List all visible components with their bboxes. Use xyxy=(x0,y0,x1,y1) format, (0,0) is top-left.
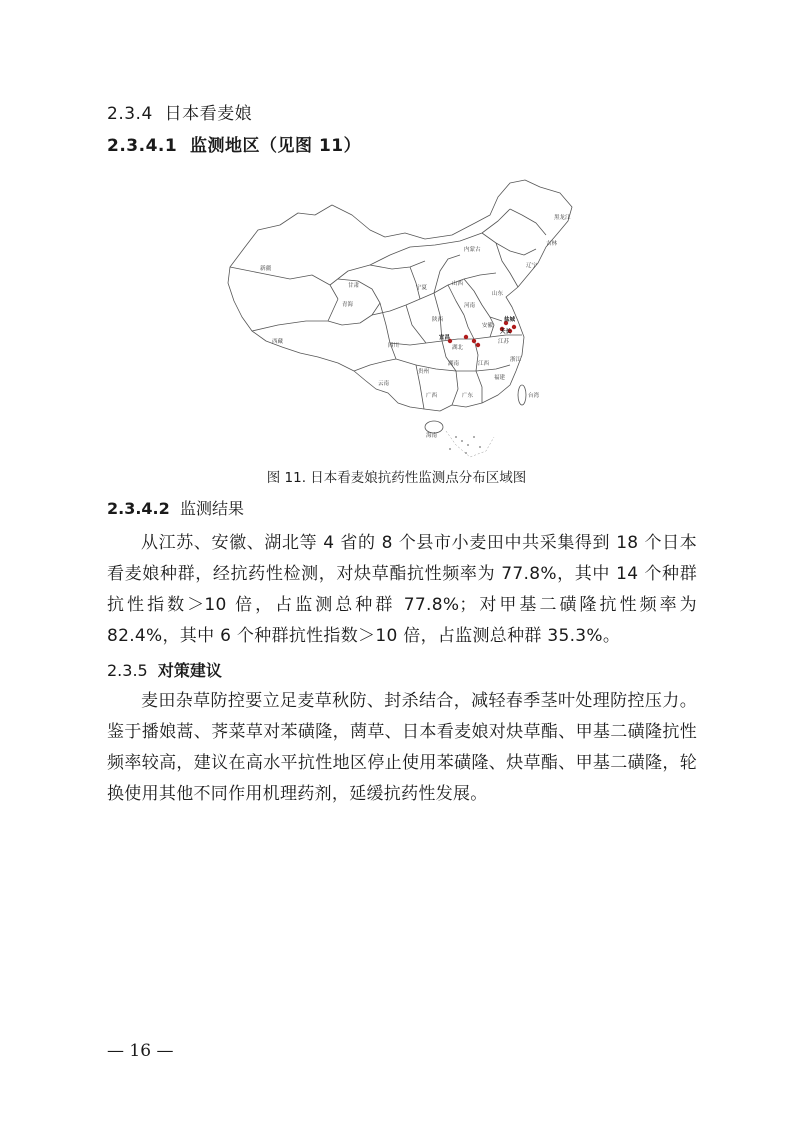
subsection-heading-1 xyxy=(107,135,361,157)
label-heilongjiang: 黑龙江 xyxy=(554,215,571,221)
page-number: — 16 — xyxy=(107,1041,174,1061)
section-2-title: 对策建议 xyxy=(157,661,222,680)
recommendations-paragraph: 麦田杂草防控要立足麦草秋防、封杀结合，减轻春季茎叶处理防控压力。鉴于播娘蒿、荠菜草对苯磺隆，菵草、日本看麦娘对炔草酯、甲基二磺隆抗性频率较高，建议在高水平抗性地区停止使用苯磺隆、炔草酯、甲基二磺隆，轮换使用其他不同作用机理药剂，延缓抗药性发展。 xyxy=(107,691,697,804)
site-marker xyxy=(472,339,476,343)
label-shandong: 山东 xyxy=(492,291,504,297)
subsection-heading-2 xyxy=(107,498,244,520)
site-marker xyxy=(464,335,468,339)
subsection-1-number: 2.3.4.1 xyxy=(107,136,178,156)
label-xinjiang: 新疆 xyxy=(260,266,272,272)
label-fujian: 福建 xyxy=(494,375,506,381)
label-guangdong: 广东 xyxy=(462,393,474,399)
site-label-yichang: 宜昌 xyxy=(439,335,451,341)
label-hainan: 海南 xyxy=(426,433,438,439)
site-marker xyxy=(476,343,480,347)
subsection-2-title: 监测结果 xyxy=(179,499,244,518)
label-shanxi: 山西 xyxy=(452,281,464,287)
label-ningxia: 宁夏 xyxy=(416,285,428,291)
label-guangxi: 广西 xyxy=(426,393,438,399)
label-liaoning: 辽宁 xyxy=(526,263,538,269)
label-taiwan: 台湾 xyxy=(528,393,540,399)
country-outline xyxy=(228,180,572,411)
label-jiangsu: 江苏 xyxy=(498,339,510,345)
label-hunan: 湖南 xyxy=(448,361,460,367)
site-label-yancheng: 盐城 xyxy=(504,317,516,323)
label-qinghai: 青海 xyxy=(342,302,354,308)
label-yunnan: 云南 xyxy=(378,381,390,387)
hainan-outline xyxy=(425,421,443,433)
label-jilin: 吉林 xyxy=(546,241,558,247)
china-map xyxy=(220,175,580,460)
label-xizang: 西藏 xyxy=(272,339,284,345)
taiwan-outline xyxy=(518,385,526,405)
label-sichuan: 四川 xyxy=(388,343,400,349)
section-2-number: 2.3.5 xyxy=(107,661,148,680)
site-marker xyxy=(512,325,516,329)
label-guizhou: 贵州 xyxy=(418,369,430,375)
label-zhejiang: 浙江 xyxy=(510,357,522,363)
label-shaanxi: 陕西 xyxy=(432,317,444,323)
subsection-2-number: 2.3.4.2 xyxy=(107,499,170,518)
section-title: 日本看麦娘 xyxy=(164,104,253,124)
section-heading xyxy=(107,103,252,125)
figure-caption: 图 11. 日本看麦娘抗药性监测点分布区域图 xyxy=(266,470,527,486)
south-china-sea-islands xyxy=(449,436,481,454)
site-label-tianchang: 天长 xyxy=(500,329,512,335)
section-number: 2.3.4 xyxy=(107,104,153,124)
label-neimenggu: 内蒙古 xyxy=(464,247,481,253)
section-heading-2 xyxy=(107,660,222,682)
label-gansu: 甘肃 xyxy=(348,283,360,289)
label-hubei: 湖北 xyxy=(452,345,464,351)
subsection-1-title: 监测地区（见图 11） xyxy=(190,136,362,156)
china-map-figure xyxy=(220,175,580,460)
label-jiangxi: 江西 xyxy=(478,361,490,367)
label-anhui: 安徽 xyxy=(482,323,494,329)
label-henan: 河南 xyxy=(464,303,476,309)
results-paragraph: 从江苏、安徽、湖北等 4 省的 8 个县市小麦田中共采集得到 18 个日本看麦娘种群，经抗药性检测，对炔草酯抗性频率为 77.8%，其中 14 个种群抗性指数＞10 倍，占监测总种群 77.8%；对甲基二磺隆抗性频率为 82.4%，其中 6 个种群抗性指数＞10 倍，占监测总种群 35.3%。 xyxy=(107,533,697,646)
